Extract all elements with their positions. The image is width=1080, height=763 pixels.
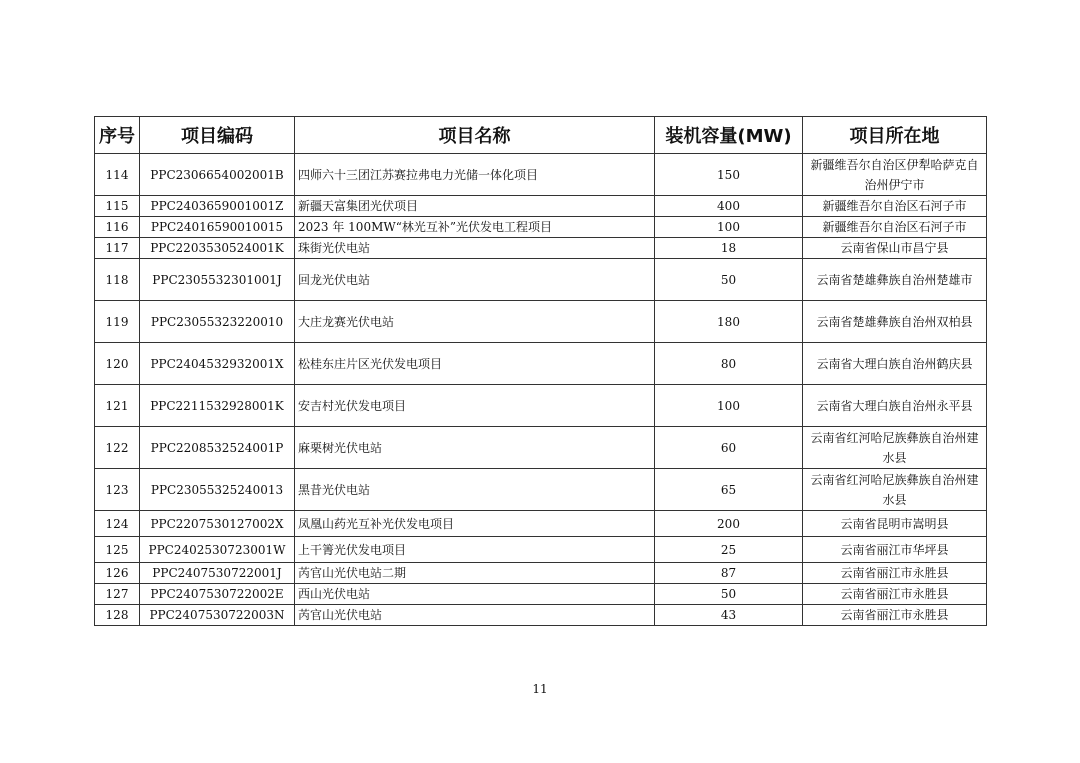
cell-name: 2023 年 100MW“林光互补”光伏发电工程项目 bbox=[295, 217, 655, 238]
cell-code: PPC24016590010015 bbox=[140, 217, 295, 238]
cell-capacity: 87 bbox=[655, 563, 803, 584]
cell-code: PPC2211532928001K bbox=[140, 385, 295, 427]
cell-code: PPC23055323220010 bbox=[140, 301, 295, 343]
cell-no: 122 bbox=[95, 427, 140, 469]
cell-name: 上干箐光伏发电项目 bbox=[295, 537, 655, 563]
cell-location: 云南省丽江市华坪县 bbox=[803, 537, 987, 563]
cell-code: PPC2403659001001Z bbox=[140, 196, 295, 217]
cell-code: PPC2407530722003N bbox=[140, 605, 295, 626]
cell-code: PPC2207530127002X bbox=[140, 511, 295, 537]
cell-name: 松桂东庄片区光伏发电项目 bbox=[295, 343, 655, 385]
cell-capacity: 100 bbox=[655, 217, 803, 238]
cell-code: PPC23055325240013 bbox=[140, 469, 295, 511]
cell-capacity: 80 bbox=[655, 343, 803, 385]
cell-no: 114 bbox=[95, 154, 140, 196]
cell-no: 118 bbox=[95, 259, 140, 301]
cell-no: 121 bbox=[95, 385, 140, 427]
cell-code: PPC2305532301001J bbox=[140, 259, 295, 301]
cell-capacity: 100 bbox=[655, 385, 803, 427]
cell-name: 麻栗树光伏电站 bbox=[295, 427, 655, 469]
table-row bbox=[95, 259, 987, 301]
cell-capacity: 18 bbox=[655, 238, 803, 259]
cell-location: 云南省保山市昌宁县 bbox=[803, 238, 987, 259]
cell-location: 新疆维吾尔自治区石河子市 bbox=[803, 217, 987, 238]
cell-location: 新疆维吾尔自治区伊犁哈萨克自治州伊宁市 bbox=[803, 154, 987, 196]
table-row bbox=[95, 154, 987, 196]
cell-capacity: 180 bbox=[655, 301, 803, 343]
table-row bbox=[95, 238, 987, 259]
cell-code: PPC2407530722001J bbox=[140, 563, 295, 584]
table-row bbox=[95, 301, 987, 343]
cell-name: 凤凰山药光互补光伏发电项目 bbox=[295, 511, 655, 537]
cell-name: 安吉村光伏发电项目 bbox=[295, 385, 655, 427]
cell-capacity: 150 bbox=[655, 154, 803, 196]
cell-name: 四师六十三团江苏赛拉弗电力光储一体化项目 bbox=[295, 154, 655, 196]
cell-capacity: 400 bbox=[655, 196, 803, 217]
cell-location: 云南省楚雄彝族自治州楚雄市 bbox=[803, 259, 987, 301]
table-row bbox=[95, 511, 987, 537]
cell-location: 云南省红河哈尼族彝族自治州建水县 bbox=[803, 427, 987, 469]
cell-capacity: 60 bbox=[655, 427, 803, 469]
table-row bbox=[95, 196, 987, 217]
header-name: 项目名称 bbox=[295, 117, 655, 154]
cell-name: 西山光伏电站 bbox=[295, 584, 655, 605]
cell-location: 云南省丽江市永胜县 bbox=[803, 605, 987, 626]
table-header-row bbox=[95, 117, 987, 154]
cell-no: 126 bbox=[95, 563, 140, 584]
cell-code: PPC2208532524001P bbox=[140, 427, 295, 469]
cell-name: 芮官山光伏电站 bbox=[295, 605, 655, 626]
cell-name: 黑昔光伏电站 bbox=[295, 469, 655, 511]
cell-capacity: 50 bbox=[655, 259, 803, 301]
table-row bbox=[95, 584, 987, 605]
cell-name: 新疆天富集团光伏项目 bbox=[295, 196, 655, 217]
cell-location: 云南省红河哈尼族彝族自治州建水县 bbox=[803, 469, 987, 511]
cell-no: 127 bbox=[95, 584, 140, 605]
header-code: 项目编码 bbox=[140, 117, 295, 154]
cell-location: 新疆维吾尔自治区石河子市 bbox=[803, 196, 987, 217]
cell-code: PPC2407530722002E bbox=[140, 584, 295, 605]
cell-no: 115 bbox=[95, 196, 140, 217]
cell-location: 云南省楚雄彝族自治州双柏县 bbox=[803, 301, 987, 343]
cell-capacity: 25 bbox=[655, 537, 803, 563]
table-row bbox=[95, 385, 987, 427]
table-row bbox=[95, 217, 987, 238]
cell-capacity: 50 bbox=[655, 584, 803, 605]
cell-capacity: 65 bbox=[655, 469, 803, 511]
cell-location: 云南省丽江市永胜县 bbox=[803, 563, 987, 584]
cell-no: 123 bbox=[95, 469, 140, 511]
cell-location: 云南省大理白族自治州鹤庆县 bbox=[803, 343, 987, 385]
project-table bbox=[94, 116, 987, 626]
cell-capacity: 43 bbox=[655, 605, 803, 626]
cell-code: PPC2404532932001X bbox=[140, 343, 295, 385]
cell-name: 大庄龙赛光伏电站 bbox=[295, 301, 655, 343]
cell-name: 珠街光伏电站 bbox=[295, 238, 655, 259]
header-no: 序号 bbox=[95, 117, 140, 154]
cell-name: 回龙光伏电站 bbox=[295, 259, 655, 301]
table-row bbox=[95, 563, 987, 584]
cell-code: PPC2306654002001B bbox=[140, 154, 295, 196]
cell-code: PPC2402530723001W bbox=[140, 537, 295, 563]
header-location: 项目所在地 bbox=[803, 117, 987, 154]
cell-capacity: 200 bbox=[655, 511, 803, 537]
cell-no: 128 bbox=[95, 605, 140, 626]
table-row bbox=[95, 343, 987, 385]
table-row bbox=[95, 469, 987, 511]
cell-code: PPC2203530524001K bbox=[140, 238, 295, 259]
table-row bbox=[95, 605, 987, 626]
cell-no: 125 bbox=[95, 537, 140, 563]
cell-name: 芮官山光伏电站二期 bbox=[295, 563, 655, 584]
header-capacity: 装机容量(MW) bbox=[655, 117, 803, 154]
cell-location: 云南省大理白族自治州永平县 bbox=[803, 385, 987, 427]
cell-location: 云南省昆明市嵩明县 bbox=[803, 511, 987, 537]
cell-no: 116 bbox=[95, 217, 140, 238]
table-row bbox=[95, 427, 987, 469]
cell-no: 119 bbox=[95, 301, 140, 343]
cell-no: 120 bbox=[95, 343, 140, 385]
cell-no: 124 bbox=[95, 511, 140, 537]
cell-location: 云南省丽江市永胜县 bbox=[803, 584, 987, 605]
table-row bbox=[95, 537, 987, 563]
cell-no: 117 bbox=[95, 238, 140, 259]
page-number: 11 bbox=[532, 682, 548, 696]
